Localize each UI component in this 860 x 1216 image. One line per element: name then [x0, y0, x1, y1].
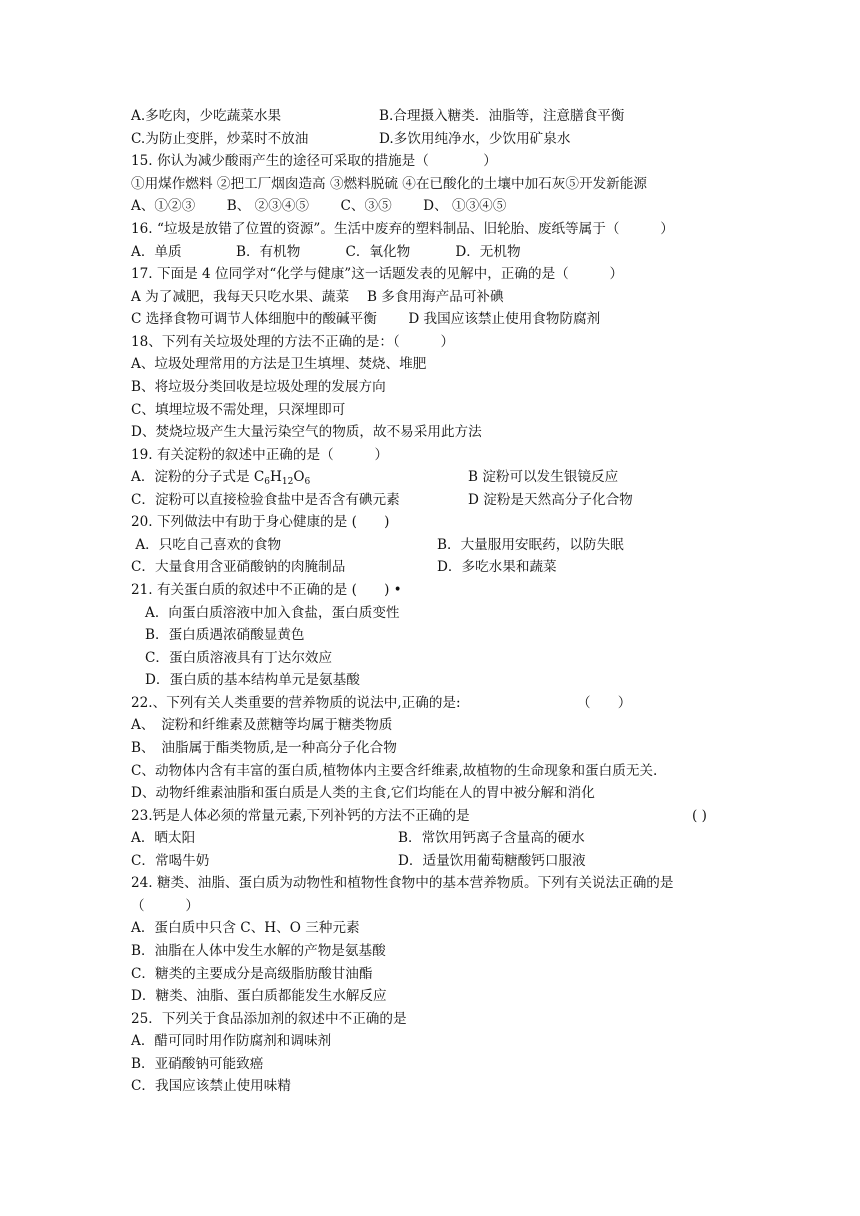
q18-option-d: D、焚烧垃圾产生大量污染空气的物质，故不易采用此方法 [131, 424, 482, 440]
q22-answer-blank: （ ） [577, 695, 632, 711]
q15-options: A、①②③ B、 ②③④⑤ C、③⑤ D、 ①③④⑤ [131, 198, 507, 214]
q17-options-cd: C 选择食物可调节人体细胞中的酸碱平衡 D 我国应该禁止使用食物防腐剂 [131, 311, 601, 327]
q19-stem: 19. 有关淀粉的叙述中正确的是（ ） [131, 447, 389, 463]
q20-option-a: A．只吃自己喜欢的食物 [131, 537, 282, 553]
q15-measures: ①用煤作燃料 ②把工厂烟囱造高 ③燃料脱硫 ④在已酸化的土壤中加石灰⑤开发新能源 [131, 176, 647, 192]
q17-stem: 17. 下面是 4 位同学对“化学与健康”这一话题发表的见解中，正确的是（ ） [131, 266, 624, 282]
q22-option-a: A、 淀粉和纤维素及蔗糖等均属于糖类物质 [131, 717, 393, 733]
q19-option-a: A．淀粉的分子式是 $C_6H_{12}O_6$ [131, 469, 311, 487]
q15-stem: 15. 你认为减少酸雨产生的途径可采取的措施是（ ） [131, 153, 497, 169]
q14-option-b: B.合理摄入糖类．油脂等，注意膳食平衡 [379, 108, 625, 124]
q19-option-c: C．淀粉可以直接检验食盐中是否含有碘元素 [131, 492, 400, 508]
q16-options: A．单质 B．有机物 C．氧化物 D．无机物 [131, 244, 521, 260]
q14-option-a: A.多吃肉，少吃蔬菜水果 [131, 108, 282, 124]
q14-option-d: D.多饮用纯净水，少饮用矿泉水 [379, 131, 571, 147]
q23-option-d: D．适量饮用葡萄糖酸钙口服液 [398, 853, 586, 869]
q20-option-c: C．大量食用含亚硝酸钠的肉腌制品 [131, 559, 346, 575]
q23-option-b: B．常饮用钙离子含量高的硬水 [398, 830, 585, 846]
q22-option-d: D、动物纤维素油脂和蛋白质是人类的主食,它们均能在人的胃中被分解和消化 [131, 785, 595, 801]
q25-option-b: B．亚硝酸钠可能致癌 [131, 1056, 264, 1072]
q23-option-c: C．常喝牛奶 [131, 853, 210, 869]
q21-option-b: B．蛋白质遇浓硝酸显黄色 [145, 627, 305, 643]
q25-stem: 25．下列关于食品添加剂的叙述中不正确的是 [131, 1011, 407, 1027]
q19-option-b: B 淀粉可以发生银镜反应 [468, 469, 619, 485]
q24-option-c: C．糖类的主要成分是高级脂肪酸甘油酯 [131, 966, 373, 982]
q24-option-b: B．油脂在人体中发生水解的产物是氨基酸 [131, 943, 386, 959]
q18-stem: 18、下列有关垃圾处理的方法不正确的是：（ ） [131, 334, 455, 350]
q22-stem: 22.、下列有关人类重要的营养物质的说法中,正确的是: [131, 695, 461, 711]
q20-stem: 20. 下列做法中有助于身心健康的是 ( ) [131, 514, 390, 530]
q14-option-c: C.为防止变胖，炒菜时不放油 [131, 131, 309, 147]
q22-option-c: C、动物体内含有丰富的蛋白质,植物体内主要含纤维素,故植物的生命现象和蛋白质无关. [131, 763, 658, 779]
q18-option-c: C、填埋垃圾不需处理，只深埋即可 [131, 402, 346, 418]
q21-option-d: D．蛋白质的基本结构单元是氨基酸 [145, 672, 360, 688]
q18-option-a: A、垃圾处理常用的方法是卫生填埋、焚烧、堆肥 [131, 356, 427, 372]
q22-option-b: B、 油脂属于酯类物质,是一种高分子化合物 [131, 740, 397, 756]
q16-stem: 16. “垃圾是放错了位置的资源”。生活中废弃的塑料制品、旧轮胎、废纸等属于（ ） [131, 221, 674, 237]
q24-option-d: D．糖类、油脂、蛋白质都能发生水解反应 [131, 988, 387, 1004]
q24-stem: 24. 糖类、油脂、蛋白质为动物性和植物性食物中的基本营养物质。下列有关说法正确的是 [131, 875, 674, 891]
q23-answer-blank: ( ) [692, 808, 707, 824]
q25-option-a: A．醋可同时用作防腐剂和调味剂 [131, 1033, 332, 1049]
q17-options-ab: A 为了减肥，我每天只吃水果、蔬菜 B 多食用海产品可补碘 [131, 289, 504, 305]
q19-option-d: D 淀粉是天然高分子化合物 [468, 492, 633, 508]
q20-option-b: B．大量服用安眠药，以防失眠 [437, 537, 624, 553]
q21-stem: 21. 有关蛋白质的叙述中不正确的是 ( ) • [131, 582, 402, 598]
q25-option-c: C．我国应该禁止使用味精 [131, 1078, 291, 1094]
q23-stem: 23.钙是人体必须的常量元素,下列补钙的方法不正确的是 [131, 808, 470, 824]
q20-option-d: D．多吃水果和蔬菜 [437, 559, 557, 575]
q24-option-a: A．蛋白质中只含 C、H、O 三种元素 [131, 920, 360, 936]
q24-answer-blank: （ ） [131, 898, 199, 914]
q18-option-b: B、将垃圾分类回收是垃圾处理的发展方向 [131, 379, 386, 395]
q23-option-a: A．晒太阳 [131, 830, 196, 846]
q21-option-c: C．蛋白质溶液具有丁达尔效应 [145, 650, 333, 666]
q21-option-a: A．向蛋白质溶液中加入食盐，蛋白质变性 [145, 605, 400, 621]
